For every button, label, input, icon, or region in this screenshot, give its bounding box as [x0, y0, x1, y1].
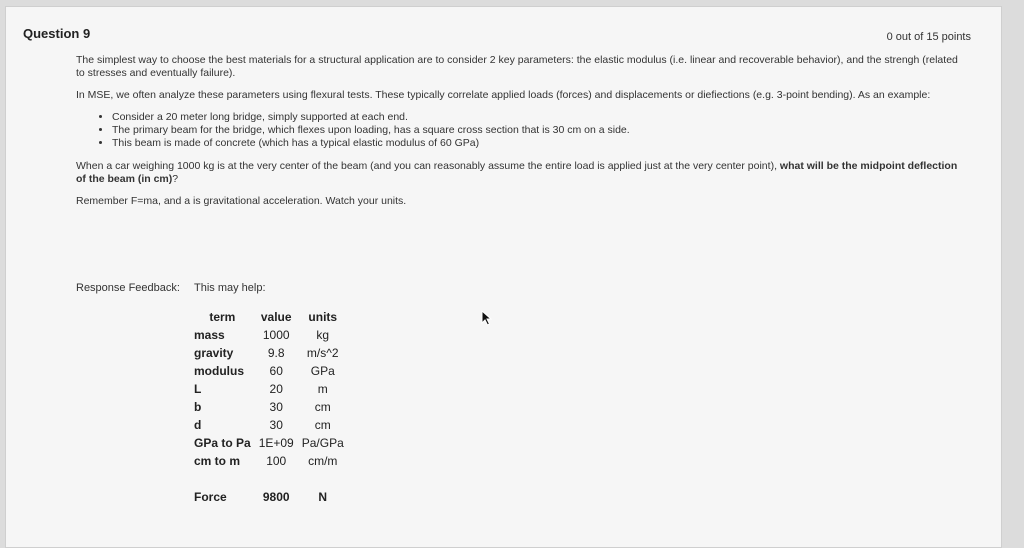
question-points: 0 out of 15 points — [886, 31, 971, 43]
table-cell-term: L — [194, 382, 202, 396]
question-mark: ? — [172, 173, 179, 185]
table-header: value — [260, 310, 292, 324]
table-cell-value: 9800 — [262, 490, 290, 504]
table-cell-value: 1E+09 — [258, 436, 294, 450]
question-text: When a car weighing 1000 kg is at the very center of the beam (and you can reasonably assume the entire load is applied just at the very center point), — [76, 160, 780, 172]
table-cell-units: Pa/GPa — [301, 436, 344, 450]
table-cell-units: m — [317, 382, 328, 396]
table-cell-units: cm/m — [308, 454, 338, 468]
table-cell-units: cm — [314, 418, 331, 432]
table-cell-value: 60 — [269, 364, 283, 378]
paragraph-hint: Remember F=ma, and a is gravitational acceleration. Watch your units. — [76, 195, 407, 207]
table-cell-term: gravity — [194, 346, 234, 360]
table-cell-value: 1000 — [262, 328, 290, 342]
example-list — [98, 111, 966, 150]
paragraph-intro: The simplest way to choose the best materials for a structural application are to consider 2 key parameters: the elastic modulus (i.e. linear and recoverable behavior), and the strengh (related to stresses and eventually failure). — [76, 54, 958, 79]
paragraph-mse: In MSE, we often analyze these parameters using flexural tests. These typically correlate applied loads (forces) and displacements or diefiections (e.g. 3-point bending). As an example: — [76, 89, 931, 101]
table-row — [190, 344, 348, 362]
table-cell-term: d — [194, 418, 202, 432]
table-cell-term: modulus — [194, 364, 244, 378]
paragraph-question — [76, 160, 966, 186]
question-body — [76, 54, 966, 217]
question-emphasis: what will be the midpoint deflection of the beam (in cm) — [76, 160, 958, 185]
table-cell-term: Force — [194, 490, 227, 504]
table-header: units — [308, 310, 338, 324]
table-cell-term: mass — [194, 328, 225, 342]
table-cell-units: N — [318, 490, 328, 504]
table-cell-term: GPa to Pa — [194, 436, 251, 450]
table-cell-value: 100 — [266, 454, 287, 468]
table-header-row — [190, 308, 348, 326]
table-row — [190, 362, 348, 380]
table-cell-value: 20 — [269, 382, 283, 396]
table-row — [190, 452, 348, 470]
table-row — [190, 380, 348, 398]
question-title: Question 9 — [23, 26, 91, 41]
table-row — [190, 416, 348, 434]
table-row — [190, 434, 348, 452]
help-table — [190, 308, 348, 506]
table-cell-units: cm — [314, 400, 331, 414]
table-row — [190, 326, 348, 344]
table-cell-units: GPa — [310, 364, 335, 378]
table-cell-units: m/s^2 — [306, 346, 339, 360]
mouse-cursor-icon — [481, 310, 493, 326]
table-cell-value: 30 — [269, 400, 283, 414]
table-cell-term: b — [194, 400, 202, 414]
table-cell-units: kg — [316, 328, 330, 342]
table-cell-term: cm to m — [194, 454, 241, 468]
table-header: term — [209, 310, 236, 324]
list-item: • Consider a 20 meter long bridge, simply supported at each end. — [112, 111, 966, 124]
table-cell-value: 30 — [269, 418, 283, 432]
table-cell-value: 9.8 — [267, 346, 285, 360]
list-item: • The primary beam for the bridge, which flexes upon loading, has a square cross section that is 30 cm on a side. — [112, 124, 966, 137]
list-item: • This beam is made of concrete (which has a typical elastic modulus of 60 GPa) — [112, 137, 966, 150]
table-spacer — [190, 470, 348, 488]
table-row — [190, 398, 348, 416]
table-row-force — [190, 488, 348, 506]
feedback-text: This may help: — [194, 282, 266, 294]
feedback-label: Response Feedback: — [76, 282, 180, 294]
